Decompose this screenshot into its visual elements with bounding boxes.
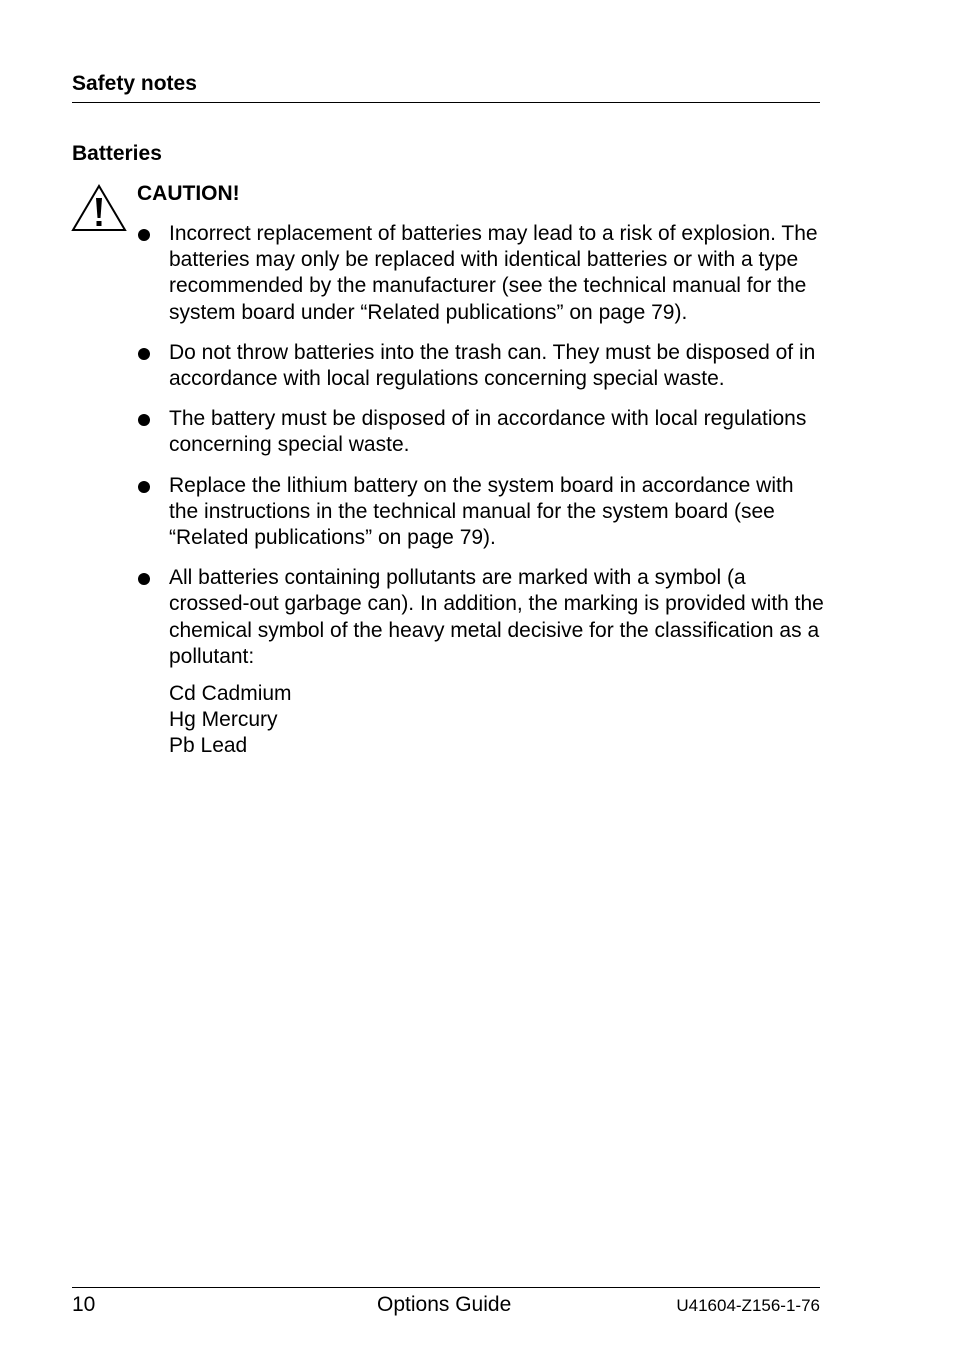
list-item-text: Replace the lithium battery on the system board in accordance with the instructions in the technical manual for the system board (see “Related publications” on page 79). xyxy=(169,473,794,550)
list-item xyxy=(137,565,827,670)
warning-triangle-icon xyxy=(71,183,127,233)
metal-mercury: Hg Mercury xyxy=(169,708,278,732)
document-code: U41604-Z156-1-76 xyxy=(676,1296,820,1315)
page-number: 10 xyxy=(72,1293,96,1316)
bullet-icon xyxy=(138,481,150,493)
bullet-icon xyxy=(138,229,150,241)
document-title: Options Guide xyxy=(377,1293,512,1316)
section-heading: Batteries xyxy=(72,142,162,165)
metal-cadmium: Cd Cadmium xyxy=(169,682,292,705)
bullet-icon xyxy=(138,414,150,426)
bullet-icon xyxy=(138,348,150,360)
metal-lead: Pb Lead xyxy=(169,734,248,758)
bullet-icon xyxy=(138,573,150,585)
list-item-text: Do not throw batteries into the trash can. They must be disposed of in accordance with local regulations concerning special waste. xyxy=(169,340,816,391)
list-item-text: All batteries containing pollutants are marked with a symbol (a crossed-out garbage can). In addition, the marking is provided with the chemical symbol of the heavy metal decisive for the classification as a pollutant: xyxy=(169,566,824,668)
list-item xyxy=(137,473,827,552)
list-item xyxy=(137,221,827,326)
caution-bullet-list xyxy=(137,221,827,684)
list-item xyxy=(137,340,827,392)
page-header-title: Safety notes xyxy=(72,72,197,95)
list-item-text: The battery must be disposed of in accordance with local regulations concerning special waste. xyxy=(169,407,807,457)
list-item-text: Incorrect replacement of batteries may lead to a risk of explosion. The batteries may only be replaced with identical batteries or with a type recommended by the manufacturer (see the technical manual for the system board under “Related publications” on page 79). xyxy=(169,222,818,324)
heavy-metal-list xyxy=(137,681,292,760)
list-item xyxy=(137,406,827,458)
header-divider xyxy=(72,102,820,103)
footer-divider xyxy=(72,1287,820,1288)
caution-label: CAUTION! xyxy=(137,182,240,205)
